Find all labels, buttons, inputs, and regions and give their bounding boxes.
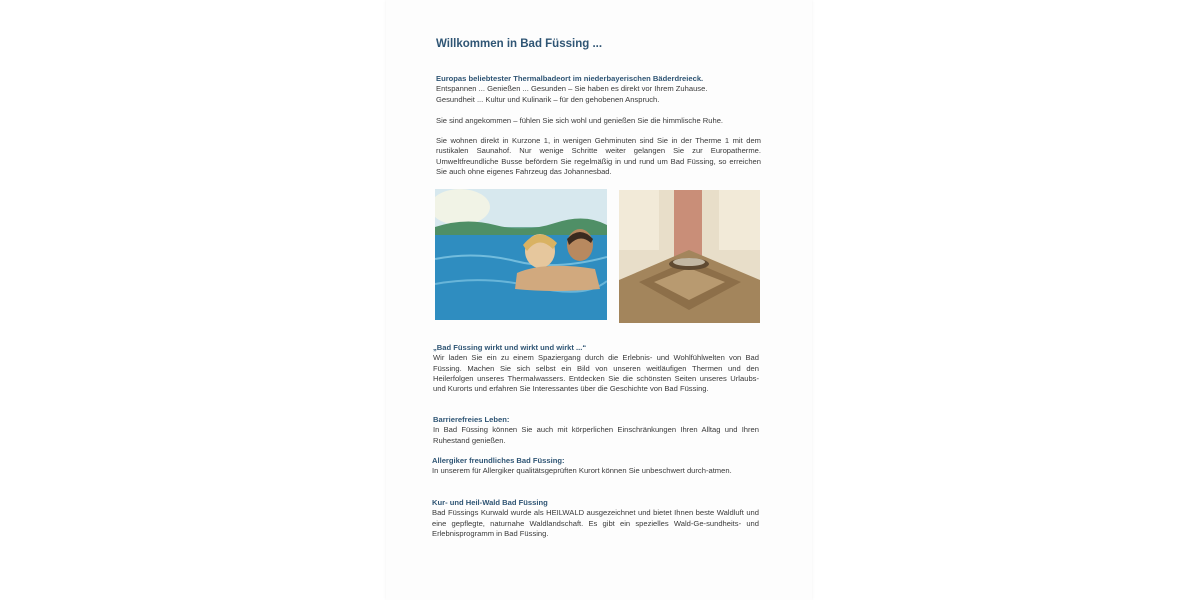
section-wirkt	[433, 343, 759, 394]
section-heading: Kur- und Heil-Wald Bad Füssing	[432, 498, 548, 507]
section-text: In unserem für Allergiker qualitätsgeprüften Kurort können Sie unbeschwert durch-atmen.	[432, 466, 732, 476]
pool-photo	[435, 189, 607, 320]
intro-line-1: Entspannen ... Genießen ... Gesunden – Sie haben es direkt vor Ihrem Zuhause.	[436, 84, 708, 94]
section-heading: Barrierefreies Leben:	[433, 415, 510, 424]
arrived-paragraph: Sie sind angekommen – fühlen Sie sich wohl und genießen Sie die himmlische Ruhe.	[436, 116, 724, 125]
spa-fountain-image	[619, 190, 760, 323]
section-heading: „Bad Füssing wirkt und wirkt und wirkt ...“	[433, 343, 587, 352]
intro-line-2: Gesundheit ... Kultur und Kulinarik – für den gehobenen Anspruch.	[436, 94, 660, 104]
section-text: Wir laden Sie ein zu einem Spaziergang durch die Erlebnis- und Wohlfühlwelten von Bad Füssing. Machen Sie sich selbst ein Bild von unseren weitläufigen Thermen und den Heilerfolgen unseres Thermalwassers. Entdecken Sie die schönsten Seiten unseres Urlaubs- und Kurorts und erfahren Sie Interessantes über die Geschichte von Bad Füssing.	[433, 353, 759, 394]
section-text: Bad Füssings Kurwald wurde als HEILWALD ausgezeichnet und bietet Ihnen beste Waldluft und eine gepflegte, naturnahe Waldlandschaft. Es gibt ein spezielles Wald-Ge-sundheits- und Erlebnisprogramm in Bad Füssing.	[432, 508, 759, 538]
section-heading: Allergiker freundliches Bad Füssing:	[432, 456, 565, 465]
intro-block	[436, 74, 762, 105]
spa-photo	[619, 190, 760, 323]
section-barrierefrei	[433, 415, 759, 446]
section-text: In Bad Füssing können Sie auch mit körperlichen Einschränkungen Ihren Alltag und Ihren Ruhestand genießen.	[433, 425, 759, 445]
section-heilwald	[432, 498, 759, 539]
document-page	[386, 0, 812, 600]
intro-heading: Europas beliebtester Thermalbadeort im niederbayerischen Bäderdreieck.	[436, 74, 704, 83]
document-title: Willkommen in Bad Füssing ...	[436, 38, 603, 50]
location-paragraph: Sie wohnen direkt in Kurzone 1, in wenigen Gehminuten sind Sie in der Therme 1 mit dem rustikalen Saunahof. Nur wenige Schritte weiter gelangen Sie zur Europatherme. Umweltfreundliche Busse befördern Sie regelmäßig in und rund um Bad Füssing, so erreichen Sie auch ohne eigenes Fahrzeug das Johannesbad.	[436, 136, 761, 176]
section-allergiker	[432, 456, 759, 477]
couple-in-pool-image	[435, 189, 607, 320]
